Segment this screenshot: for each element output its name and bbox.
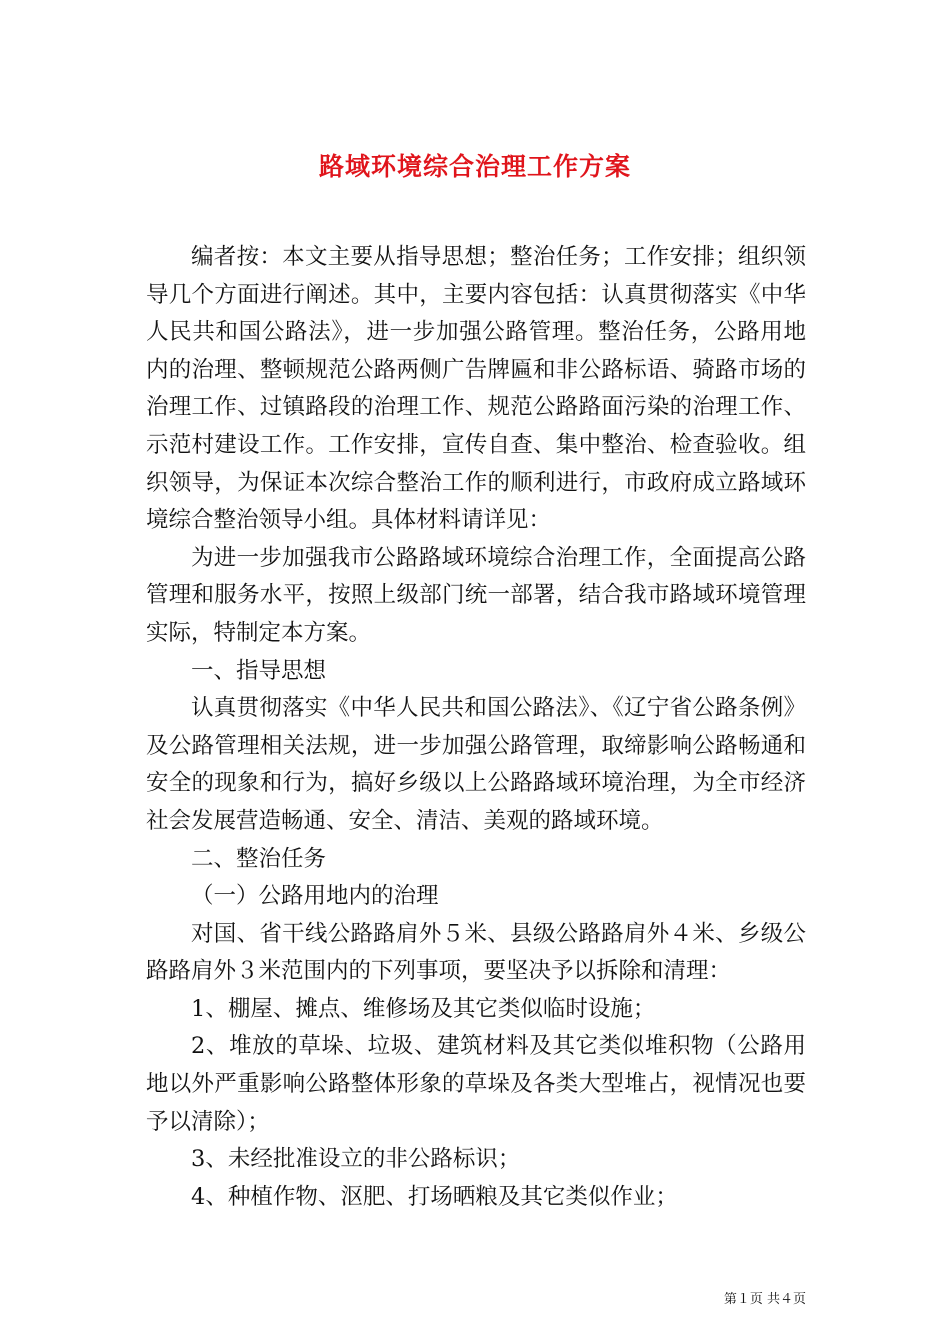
document-body [146, 239, 806, 1216]
list-item: 2、堆放的草垛、垃圾、建筑材料及其它类似堆积物（公路用地以外严重影响公路整体形象的草垛及各类大型堆占，视情况也要予以清除）； [146, 1033, 806, 1135]
list-item: 1、棚屋、摊点、维修场及其它类似临时设施； [191, 995, 656, 1022]
intro-paragraph: 为进一步加强我市公路路域环境综合治理工作，全面提高公路管理和服务水平，按照上级部门统一部署，结合我市路域环境管理实际，特制定本方案。 [146, 544, 806, 646]
list-item: 3、未经批准设立的非公路标识； [191, 1146, 521, 1173]
section-heading-guiding-ideology: 一、指导思想 [191, 657, 327, 684]
document-title: 路域环境综合治理工作方案 [318, 151, 631, 181]
section-heading-rectification-tasks: 二、整治任务 [191, 845, 327, 872]
road-land-paragraph: 对国、省干线公路路肩外５米、县级公路路肩外４米、乡级公路路肩外３米范围内的下列事项，要坚决予以拆除和清理： [146, 920, 806, 985]
editor-note-paragraph: 编者按：本文主要从指导思想；整治任务；工作安排；组织领导几个方面进行阐述。其中，主要内容包括：认真贯彻落实《中华人民共和国公路法》，进一步加强公路管理。整治任务，公路用地内的治理、整顿规范公路两侧广告牌匾和非公路标语、骑路市场的治理工作、过镇路段的治理工作、规范公路路面污染的治理工作、示范村建设工作。工作安排，宣传自查、集中整治、检查验收。组织领导，为保证本次综合整治工作的顺利进行，市政府成立路域环境综合整治领导小组。具体材料请详见： [146, 244, 806, 534]
list-item: 4、种植作物、沤肥、打场晒粮及其它类似作业； [191, 1183, 678, 1210]
subsection-heading-road-land: （一）公路用地内的治理 [191, 883, 439, 910]
page-number: 第１页 共４页 [723, 1292, 806, 1307]
guiding-ideology-paragraph: 认真贯彻落实《中华人民共和国公路法》、《辽宁省公路条例》及公路管理相关法规，进一步加强公路管理，取缔影响公路畅通和安全的现象和行为，搞好乡级以上公路路域环境治理，为全市经济社会发展营造畅通、安全、清洁、美观的路域环境。 [146, 695, 806, 834]
